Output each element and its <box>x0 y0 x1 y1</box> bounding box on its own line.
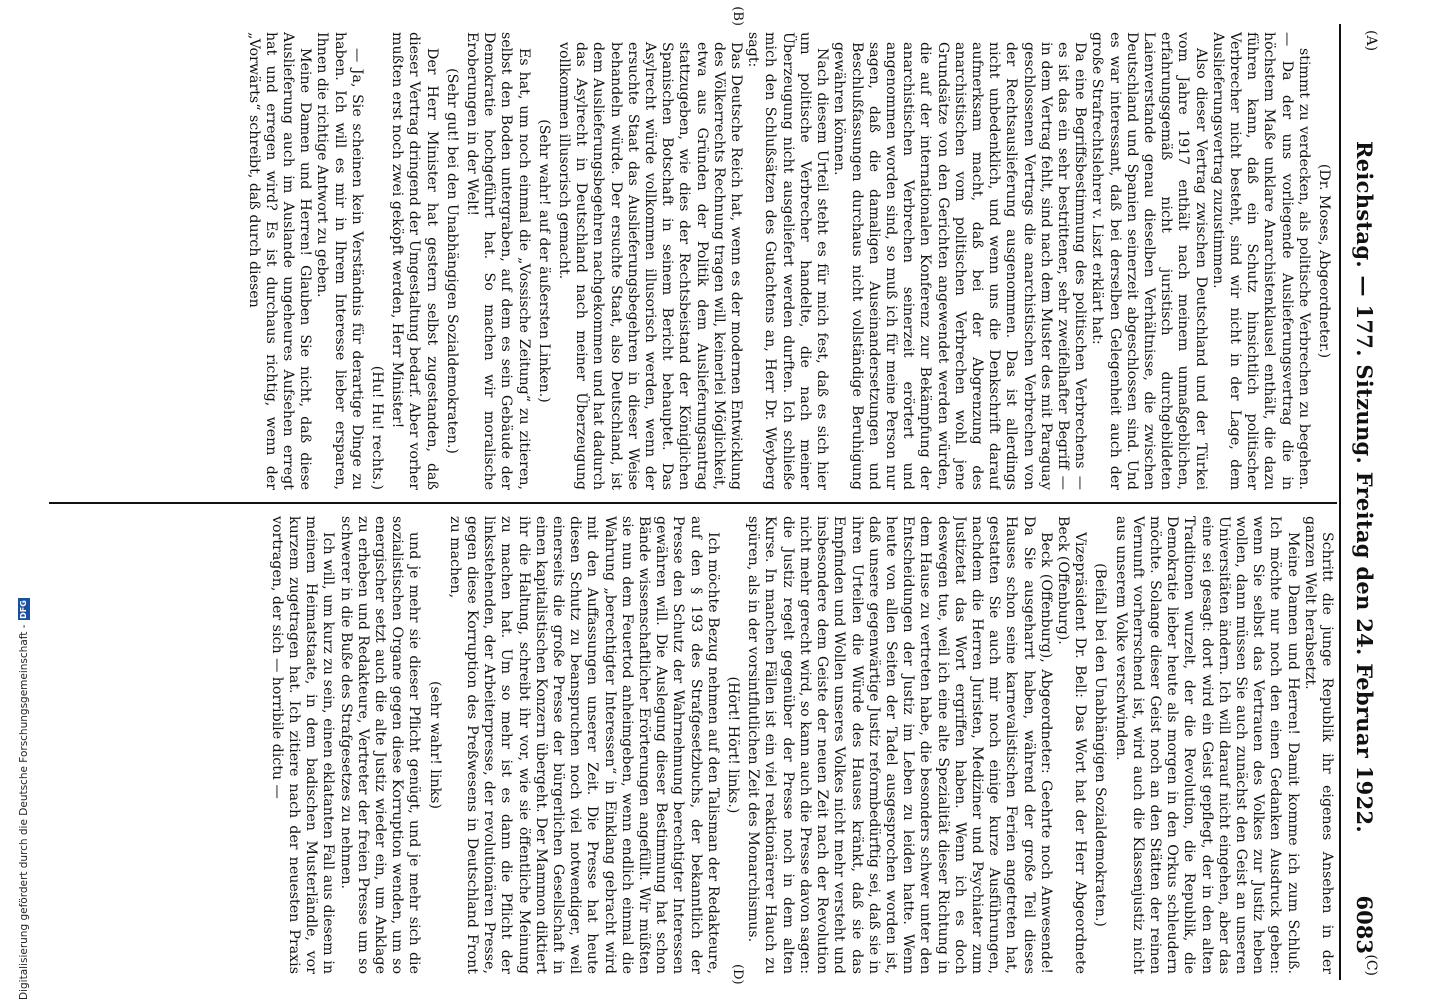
paragraph: Meine Damen und Herren! Glauben Sie nicht, daß diese Auslieferung auch im Auslande ungeheures Aufsehen erregt hat und erregen wird? Es ist durchaus richtig, wenn der „Vorwärts“ schreibt, daß durch diesen <box>245 32 314 490</box>
page-title: Reichstag. — 177. Sitzung. Freitag den 24. Februar 1922. <box>1352 140 1377 834</box>
interjection: (Sehr gut! bei den Unabhängigen Sozialdemokraten.) <box>443 68 460 454</box>
paragraph: Schritt die junge Republik ihr eigenes Ansehen in der ganzen Welt herabsetzt. <box>1301 516 1335 974</box>
interjection: (Hu! Hu! rechts.) <box>369 365 386 490</box>
column-label-d: (D) <box>730 964 745 985</box>
quotation: Da eine Begriffsbestimmung des politischen Verbrechens — es ist das ein sehr bestrittener, sehr zweifelhafter Begriff — in dem Vertrag fehlt, sind nach dem Muster des mit Paraguay geschlossenen Vertrags die anarchistischen Verbrechen von der Rechtsauslieferung ausgenommen. Das ist allerdings nicht unbedenklich, und wenn uns die Denkschrift darauf aufmerksam macht, daß bei der Abgrenzung des anarchistischen vom politischen Verbrechen wohl jene Grundsätze von den Gerichten angewendet werden würden, die auf der internationalen Konferenz zur Bekämpfung der anarchistischen Verbrechen seinerzeit erörtert und angenommen worden sind, so muß ich für meine Person nur sagen, daß die damaligen Auseinandersetzungen und Beschlußfassungen durchaus nicht vollständige Beruhigung gewähren können. <box>831 42 1089 490</box>
paragraph: Beck (Offenburg), Abgeordneter: Geehrte noch Anwesende! Da Sie ausgeharrt haben, während der große Teil dieses Hauses schon seine karnevalistischen Ferien angetreten hat, gestatten Sie auch mir noch einige kurze Ausführungen, nachdem die Herren Juristen, Mediziner und Psychiater zum Justizetat das Wort ergriffen haben. Wenn ich es doch deswegen tue, weil ich eine alte Spezialität dieser Richtung in dem Hause zu vertreten habe, die besonders schwer unter den Entscheidungen der Justiz im Leben zu leiden hatte. Wenn heute von allen Seiten der Tadel ausgesprochen worden ist, daß unsere gegenwärtige Justiz reformbedürftig sei, daß sie in ihren Urteilen die Würde des Hauses kränkt, daß sie das Empfinden und Wollen unseres Volkes nicht mehr versteht und insbesondere dem Geiste der neuen Zeit nach der Revolution nicht mehr gerecht wird, so kann auch die Presse davon sagen: die Justiz regelt gegenüber der Presse noch in dem alten Kurse. In manchen Fällen ist ein viel reaktionärerer Hauch zu spüren, als in der vorsintflutlichen Zeit des Monarchismus. <box>745 516 1054 974</box>
left-column <box>49 32 1335 490</box>
paragraph: stimmt zu verdecken, als politische Verbrechen zu begehen. — Da der uns vorliegende Auslieferungsvertrag die in höchstem Maße unklare Anarchistenklausel enthält, die dazu führen kann, daß ein Schutz hinsichtlich politischer Verbrecher nicht besteht, sind wir nicht in der Lage, dem Auslieferungsvertrag zuzustimmen. <box>1209 32 1312 490</box>
page-number: 6083 <box>1352 895 1377 954</box>
paragraph: Es hat, um noch einmal die „Vossische Zeitung“ zu zitieren, selbst den Boden untergraben, auf dem es sein Gebäude der Demokratie hochgeführt hat. So machen wir moralische Eroberungen in der Welt! <box>464 32 532 490</box>
interjection: (Beifall bei den Unabhängigen Sozialdemokraten.) <box>1092 563 1109 927</box>
digitization-text: Digitalisierung gefördert durch die Deutsche Forschungsgemeinschaft - <box>18 624 30 1000</box>
column-label-a: (A) <box>1363 30 1379 52</box>
digitization-note <box>18 598 30 1000</box>
right-column <box>49 516 1335 974</box>
page-header <box>1339 24 1385 980</box>
paragraph: Vizepräsident Dr. Bell: Das Wort hat der Herr Abgeordnete Beck (Offenburg). <box>1054 516 1089 974</box>
paragraph: Ich will, um kurz zu sein, einen eklatanten Fall aus diesem in meinem Heimatstaate, in dem badischen Musterländle, vor kurzem zugetragen hat. Ich zitiere nach der neuesten Praxis vortragen, der sich — horribile dictu — <box>268 516 337 974</box>
newspaper-page <box>39 6 1385 985</box>
speaker-tag: (Dr. Moses, Abgeordneter.) <box>1316 163 1332 359</box>
quotation: Das Deutsche Reich hat, wenn es der modernen Entwicklung des Völkerrechts Rechnung tragen will, keinerlei Möglichkeit, etwa aus Gründen der Politik dem Auslieferungsantrag stattzugeben, wie dies der Rechtsbeistand der Königlichen Spanischen Botschaft in seinem Bericht behauptet. Das Asylrecht würde vollkommen illusorisch werden, wenn der ersuchte Staat das Auslieferungsbegehren in dieser Weise behandeln würde. Der ersuchte Staat, also Deutschland, ist dem Auslieferungsbegehren nachgekommen und hat dadurch das Asylrecht in Deutschland nach meiner Überzeugung vollkommen illusorisch gemacht. <box>556 42 745 490</box>
paragraph: und je mehr sie dieser Pflicht genügt, und je mehr sich die sozialistischen Organe gegen diese Korruption wenden, um so energischer setzt auch die alte Justiz wieder ein, um Anklage zu erheben und Redakteure, Vertreter der freien Presse um so schwerer in die Buße des Strafgesetzes zu nehmen. <box>337 516 423 974</box>
interjection: (sehr wahr! links) <box>426 681 443 809</box>
paragraph: Ich möchte Bezug nehmen auf den Talisman der Redakteure, auf den § 193 des Strafgesetzbuchs, der bekanntlich der Presse den Schutz der Wahrnehmung berechtigter Interessen gewähren will. Die Auslegung dieser Bestimmung hat schon Bände wissenschaftlicher Erörterungen angefüllt. Wir müßten sie nun dem Feuertod anheimgeben, wenn endlich einmal die Wahrung „berechtigter Interessen“ in Einklang gebracht wird mit den Auffassungen unserer Zeit. Die Presse hat heute diesen Schutz zu beanspruchen noch viel notwendiger, weil einerseits die große Presse der bürgerlichen Gesellschaft in einen kapitalistischen Konzern übergeht. Der Mammon diktiert ihr die Haltung, schreibt ihr vor, wie sie öffentliche Meinung zu machen hat. Um so mehr ist es dann die Pflicht der linksstehenden, der Arbeiterpresse, der revolutionären Presse, gegen diese Korruption des Preßwesens in Deutschland Front zu machen, <box>446 516 721 974</box>
dfg-logo: DFG <box>19 600 28 619</box>
paragraph: Also dieser Vertrag zwischen Deutschland und der Türkei vom Jahre 1917 enthält nach meinem unmaßgeblichen, erfahrungsgemäß nicht juristisch durchgebildeten Laienverstande genau dieselben Verhältnisse, die zwischen Deutschland und Spanien seinerzeit abgeschlossen sind. Und es war interessant, daß bei derselben Gelegenheit auch der große Strafrechtslehrer v. Liszt erklärt hat: <box>1089 32 1209 490</box>
paragraph: Der Herr Minister hat gestern selbst zugestanden, daß dieser Vertrag dringend der Umgestaltung bedarf. Aber vorher mußten erst noch zwei geköpft werden, Herr Minister! <box>389 32 440 490</box>
column-label-b: (B) <box>730 6 745 26</box>
column-label-c: (C) <box>1363 954 1379 976</box>
paragraph: — Ja, Sie scheinen kein Verständnis für derartige Dinge zu haben. Ich will es mir in Ihrem Interesse lieber ersparen, Ihnen die richtige Antwort zu geben. <box>314 32 365 490</box>
paragraph: Meine Damen und Herren! Damit komme ich zum Schluß. Ich möchte nur noch den einen Gedanken Ausdruck geben: wenn Sie selbst das Vertrauen des Volkes zur Justiz heben wollen, dann müssen Sie auch zunächst den Geist an unseren Universitäten ändern. Ich will darauf nicht eingehen, aber das eine sei gesagt: dort wird ein Geist gepflegt, der in den alten Traditionen wurzelt, der die Revolution, die Republik, die Demokratie lieber heute als morgen in den Orkus schleudern möchte. Solange dieser Geist noch an den Stätten der reinen Vernunft vorherrschend ist, wird auch die Klassenjustiz nicht aus unserem Volke verschwinden. <box>1112 516 1301 974</box>
paragraph: Nach diesem Urteil steht es für mich fest, daß es sich hier um politische Verbrecher handelte, die nach meiner Überzeugung nicht ausgeliefert werden durften. Ich schließe mich den Schlußsätzen des Gutachtens an, Herr Dr. Weyberg sagt: <box>745 32 831 490</box>
column-divider <box>49 502 1337 504</box>
interjection: (Hört! Hört! links.) <box>725 676 742 814</box>
interjection: (Sehr wahr! auf der äußersten Linken.) <box>535 119 552 403</box>
